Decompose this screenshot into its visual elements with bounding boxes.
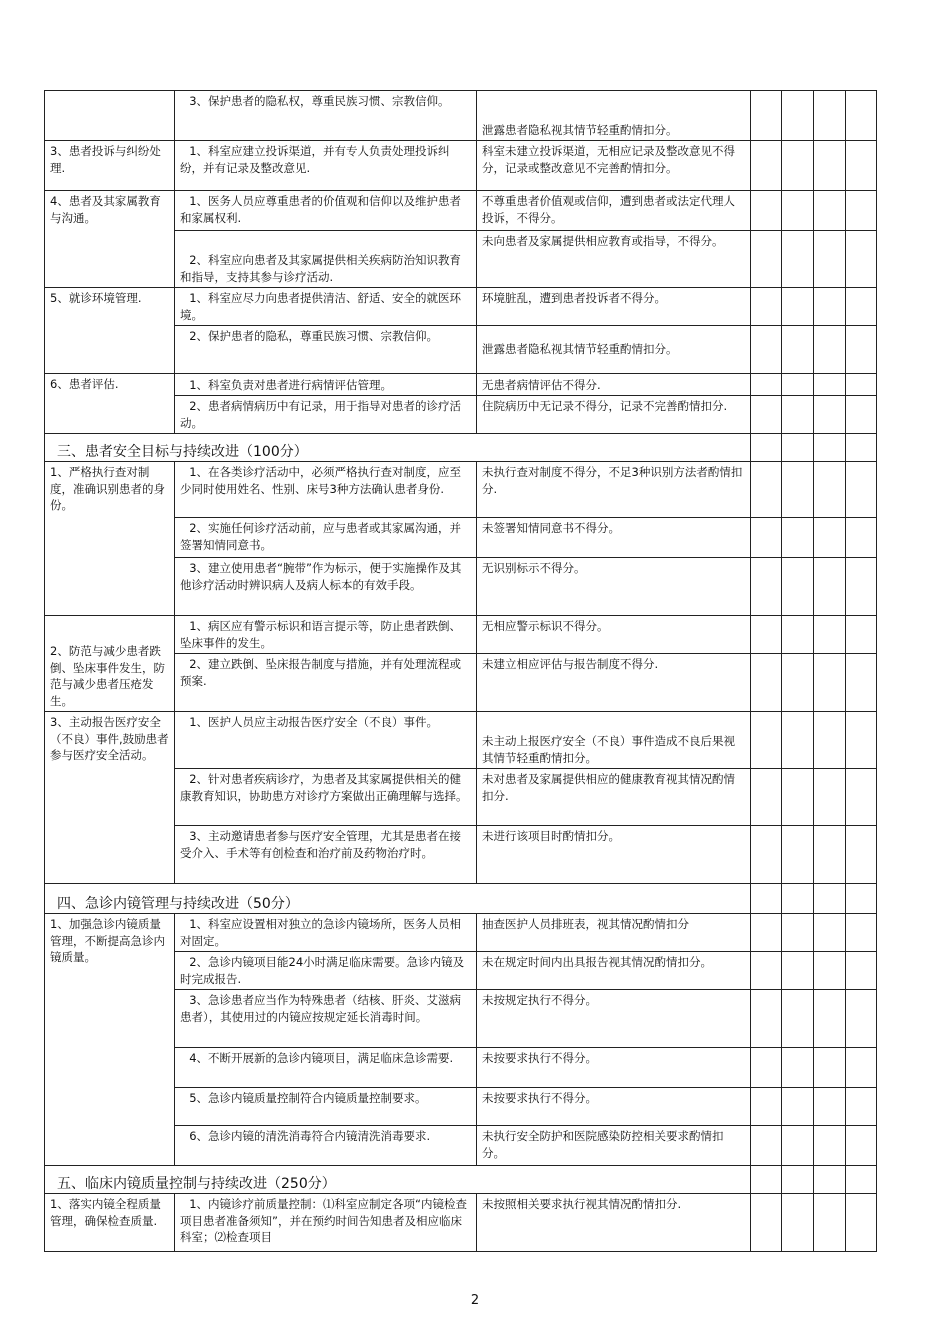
- requirement-cell: 2、针对患者疾病诊疗，为患者及其家属提供相关的健康教育知识，协助患方对诊疗方案做出正确理解与选择。: [175, 769, 477, 826]
- score-cell: [751, 518, 782, 558]
- score-cell: [846, 990, 877, 1048]
- score-cell: [782, 91, 814, 141]
- table-row: [45, 712, 877, 769]
- score-cell: [846, 1194, 877, 1252]
- score-cell: [814, 396, 846, 434]
- score-cell: [814, 558, 846, 616]
- score-cell: [782, 326, 814, 374]
- requirement-cell: 2、建立跌倒、坠床报告制度与措施，并有处理流程或预案.: [175, 654, 477, 712]
- score-cell: [846, 769, 877, 826]
- category-cell: 2、防范与减少患者跌倒、坠床事件发生，防范与减少患者压疮发生。: [45, 616, 175, 712]
- score-cell: [782, 1126, 814, 1166]
- score-cell: [751, 191, 782, 231]
- score-cell: [751, 990, 782, 1048]
- standard-cell: 未在规定时间内出具报告视其情况酌情扣分。: [477, 952, 751, 990]
- score-cell: [751, 558, 782, 616]
- requirement-cell: 3、建立使用患者“腕带”作为标示，便于实施操作及其他诊疗活动时辨识病人及病人标本的有效手段。: [175, 558, 477, 616]
- score-cell: [846, 462, 877, 518]
- score-cell: [751, 231, 782, 288]
- standard-cell: 无相应警示标识不得分。: [477, 616, 751, 654]
- score-cell: [751, 1126, 782, 1166]
- score-cell: [846, 712, 877, 769]
- score-cell: [751, 1194, 782, 1252]
- standard-cell: 住院病历中无记录不得分，记录不完善酌情扣分.: [477, 396, 751, 434]
- category-cell: 3、患者投诉与纠纷处理.: [45, 141, 175, 191]
- standard-cell: 未建立相应评估与报告制度不得分.: [477, 654, 751, 712]
- score-cell: [814, 654, 846, 712]
- score-cell: [846, 1166, 877, 1194]
- score-cell: [814, 1194, 846, 1252]
- score-cell: [814, 884, 846, 914]
- score-cell: [814, 434, 846, 462]
- standard-cell: 未按照相关要求执行视其情况酌情扣分.: [477, 1194, 751, 1252]
- score-cell: [846, 654, 877, 712]
- score-cell: [751, 288, 782, 326]
- score-cell: [782, 769, 814, 826]
- score-cell: [814, 952, 846, 990]
- standard-cell: 不尊重患者价值观或信仰，遭到患者或法定代理人投诉，不得分。: [477, 191, 751, 231]
- score-cell: [751, 1088, 782, 1126]
- standard-cell: 抽查医护人员排班表，视其情况酌情扣分: [477, 914, 751, 952]
- requirement-cell: 1、科室负责对患者进行病情评估管理。: [175, 374, 477, 396]
- requirement-cell: 1、医务人员应尊重患者的价值观和信仰以及维护患者和家属权利.: [175, 191, 477, 231]
- standard-cell: 未执行安全防护和医院感染防控相关要求酌情扣分。: [477, 1126, 751, 1166]
- score-cell: [782, 558, 814, 616]
- score-cell: [751, 826, 782, 884]
- table-row: [45, 91, 877, 141]
- standard-cell: 泄露患者隐私视其情节轻重酌情扣分。: [477, 326, 751, 374]
- standard-cell: 未按要求执行不得分。: [477, 1048, 751, 1088]
- score-cell: [846, 191, 877, 231]
- category-cell: 5、就诊环境管理.: [45, 288, 175, 374]
- requirement-cell: 3、保护患者的隐私权，尊重民族习惯、宗教信仰。: [175, 91, 477, 141]
- score-cell: [751, 1048, 782, 1088]
- score-cell: [814, 141, 846, 191]
- standard-cell: 泄露患者隐私视其情节轻重酌情扣分。: [477, 91, 751, 141]
- score-cell: [846, 616, 877, 654]
- table-row: [45, 462, 877, 518]
- requirement-cell: 2、科室应向患者及其家属提供相关疾病防治知识教育和指导，支持其参与诊疗活动.: [175, 231, 477, 288]
- score-cell: [846, 826, 877, 884]
- score-cell: [782, 1166, 814, 1194]
- category-cell: 1、加强急诊内镜质量管理，不断提高急诊内镜质量。: [45, 914, 175, 1166]
- score-cell: [814, 1126, 846, 1166]
- table-row: [45, 1194, 877, 1252]
- section-header-row: [45, 1166, 877, 1194]
- score-cell: [782, 396, 814, 434]
- table-row: [45, 288, 877, 326]
- score-cell: [751, 952, 782, 990]
- score-cell: [814, 518, 846, 558]
- score-cell: [814, 326, 846, 374]
- standard-cell: 环境脏乱，遭到患者投诉者不得分。: [477, 288, 751, 326]
- score-cell: [782, 1194, 814, 1252]
- category-cell: [45, 91, 175, 141]
- score-cell: [814, 1166, 846, 1194]
- category-cell: 1、严格执行查对制度，准确识别患者的身份。: [45, 462, 175, 616]
- requirement-cell: 1、在各类诊疗活动中，必须严格执行查对制度，应至少同时使用姓名、性别、床号3种方法确认患者身份.: [175, 462, 477, 518]
- table-body: [45, 91, 877, 1252]
- requirement-cell: 3、主动邀请患者参与医疗安全管理，尤其是患者在接受介入、手术等有创检查和治疗前及药物治疗时。: [175, 826, 477, 884]
- score-cell: [846, 288, 877, 326]
- table-row: [45, 616, 877, 654]
- score-cell: [751, 434, 782, 462]
- score-cell: [782, 616, 814, 654]
- score-cell: [751, 462, 782, 518]
- score-cell: [751, 769, 782, 826]
- requirement-cell: 1、科室应尽力向患者提供清洁、舒适、安全的就医环境。: [175, 288, 477, 326]
- standard-cell: 未执行查对制度不得分，不足3种识别方法者酌情扣分.: [477, 462, 751, 518]
- score-cell: [782, 191, 814, 231]
- score-cell: [814, 91, 846, 141]
- requirement-cell: 1、内镜诊疗前质量控制：⑴科室应制定各项“内镜检查项目患者准备须知”，并在预约时间告知患者及相应临床科室；⑵检查项目: [175, 1194, 477, 1252]
- score-cell: [751, 326, 782, 374]
- score-cell: [782, 712, 814, 769]
- score-cell: [846, 952, 877, 990]
- score-cell: [846, 141, 877, 191]
- score-cell: [751, 141, 782, 191]
- requirement-cell: 1、病区应有警示标识和语言提示等，防止患者跌倒、坠床事件的发生。: [175, 616, 477, 654]
- score-cell: [846, 91, 877, 141]
- score-cell: [782, 884, 814, 914]
- score-cell: [751, 712, 782, 769]
- score-cell: [751, 396, 782, 434]
- score-cell: [782, 141, 814, 191]
- score-cell: [814, 231, 846, 288]
- category-cell: 1、落实内镜全程质量管理，确保检查质量.: [45, 1194, 175, 1252]
- standard-cell: 未对患者及家属提供相应的健康教育视其情况酌情扣分.: [477, 769, 751, 826]
- score-cell: [846, 434, 877, 462]
- score-cell: [846, 231, 877, 288]
- standard-cell: 未签署知情同意书不得分。: [477, 518, 751, 558]
- score-cell: [751, 914, 782, 952]
- category-cell: 6、患者评估.: [45, 374, 175, 434]
- score-cell: [814, 616, 846, 654]
- requirement-cell: 2、保护患者的隐私，尊重民族习惯、宗教信仰。: [175, 326, 477, 374]
- score-cell: [846, 374, 877, 396]
- section-header-row: [45, 884, 877, 914]
- category-cell: 4、患者及其家属教育与沟通。: [45, 191, 175, 288]
- table-row: [45, 914, 877, 952]
- score-cell: [782, 231, 814, 288]
- standard-cell: 科室未建立投诉渠道，无相应记录及整改意见不得分，记录或整改意见不完善酌情扣分。: [477, 141, 751, 191]
- requirement-cell: 1、科室应建立投诉渠道，并有专人负责处理投诉纠纷，并有记录及整改意见.: [175, 141, 477, 191]
- score-cell: [782, 434, 814, 462]
- standard-cell: 无识别标示不得分。: [477, 558, 751, 616]
- standard-cell: 未主动上报医疗安全（不良）事件造成不良后果视其情节轻重酌情扣分。: [477, 712, 751, 769]
- score-cell: [782, 952, 814, 990]
- requirement-cell: 2、患者病情病历中有记录，用于指导对患者的诊疗活动。: [175, 396, 477, 434]
- requirement-cell: 2、实施任何诊疗活动前，应与患者或其家属沟通，并签署知情同意书。: [175, 518, 477, 558]
- score-cell: [751, 616, 782, 654]
- requirement-cell: 1、科室应设置相对独立的急诊内镜场所，医务人员相对固定。: [175, 914, 477, 952]
- requirement-cell: 1、医护人员应主动报告医疗安全（不良）事件。: [175, 712, 477, 769]
- requirement-cell: 3、急诊患者应当作为特殊患者（结核、肝炎、艾滋病患者），其使用过的内镜应按规定延长消毒时间。: [175, 990, 477, 1048]
- requirement-cell: 2、急诊内镜项目能24小时满足临床需要。急诊内镜及时完成报告.: [175, 952, 477, 990]
- score-cell: [846, 558, 877, 616]
- page-content: [44, 90, 876, 1252]
- score-cell: [782, 462, 814, 518]
- score-cell: [846, 326, 877, 374]
- score-cell: [814, 374, 846, 396]
- score-cell: [782, 990, 814, 1048]
- score-cell: [846, 1126, 877, 1166]
- score-cell: [782, 288, 814, 326]
- score-cell: [814, 1088, 846, 1126]
- standard-cell: 无患者病情评估不得分.: [477, 374, 751, 396]
- score-cell: [814, 914, 846, 952]
- section-header-row: [45, 434, 877, 462]
- page-number: 2: [470, 1293, 480, 1308]
- score-cell: [782, 374, 814, 396]
- evaluation-table: [44, 90, 877, 1252]
- score-cell: [814, 712, 846, 769]
- score-cell: [782, 1088, 814, 1126]
- score-cell: [782, 518, 814, 558]
- score-cell: [846, 914, 877, 952]
- score-cell: [814, 191, 846, 231]
- standard-cell: 未按要求执行不得分。: [477, 1088, 751, 1126]
- score-cell: [814, 462, 846, 518]
- section-title: 五、临床内镜质量控制与持续改进（250分）: [45, 1166, 751, 1194]
- score-cell: [814, 990, 846, 1048]
- score-cell: [782, 914, 814, 952]
- score-cell: [782, 654, 814, 712]
- score-cell: [846, 518, 877, 558]
- category-cell: 3、主动报告医疗安全（不良）事件,鼓励患者参与医疗安全活动。: [45, 712, 175, 884]
- score-cell: [751, 91, 782, 141]
- score-cell: [846, 884, 877, 914]
- section-title: 三、患者安全目标与持续改进（100分）: [45, 434, 751, 462]
- standard-cell: 未进行该项目时酌情扣分。: [477, 826, 751, 884]
- table-row: [45, 191, 877, 231]
- score-cell: [782, 1048, 814, 1088]
- score-cell: [814, 769, 846, 826]
- section-title: 四、急诊内镜管理与持续改进（50分）: [45, 884, 751, 914]
- requirement-cell: 6、急诊内镜的清洗消毒符合内镜清洗消毒要求.: [175, 1126, 477, 1166]
- table-row: [45, 374, 877, 396]
- score-cell: [846, 1088, 877, 1126]
- score-cell: [846, 396, 877, 434]
- score-cell: [751, 374, 782, 396]
- table-row: [45, 141, 877, 191]
- standard-cell: 未向患者及家属提供相应教育或指导，不得分。: [477, 231, 751, 288]
- score-cell: [846, 1048, 877, 1088]
- score-cell: [814, 1048, 846, 1088]
- score-cell: [782, 826, 814, 884]
- requirement-cell: 4、不断开展新的急诊内镜项目，满足临床急诊需要.: [175, 1048, 477, 1088]
- requirement-cell: 5、急诊内镜质量控制符合内镜质量控制要求。: [175, 1088, 477, 1126]
- score-cell: [814, 826, 846, 884]
- score-cell: [751, 884, 782, 914]
- score-cell: [751, 1166, 782, 1194]
- score-cell: [814, 288, 846, 326]
- score-cell: [751, 654, 782, 712]
- standard-cell: 未按规定执行不得分。: [477, 990, 751, 1048]
